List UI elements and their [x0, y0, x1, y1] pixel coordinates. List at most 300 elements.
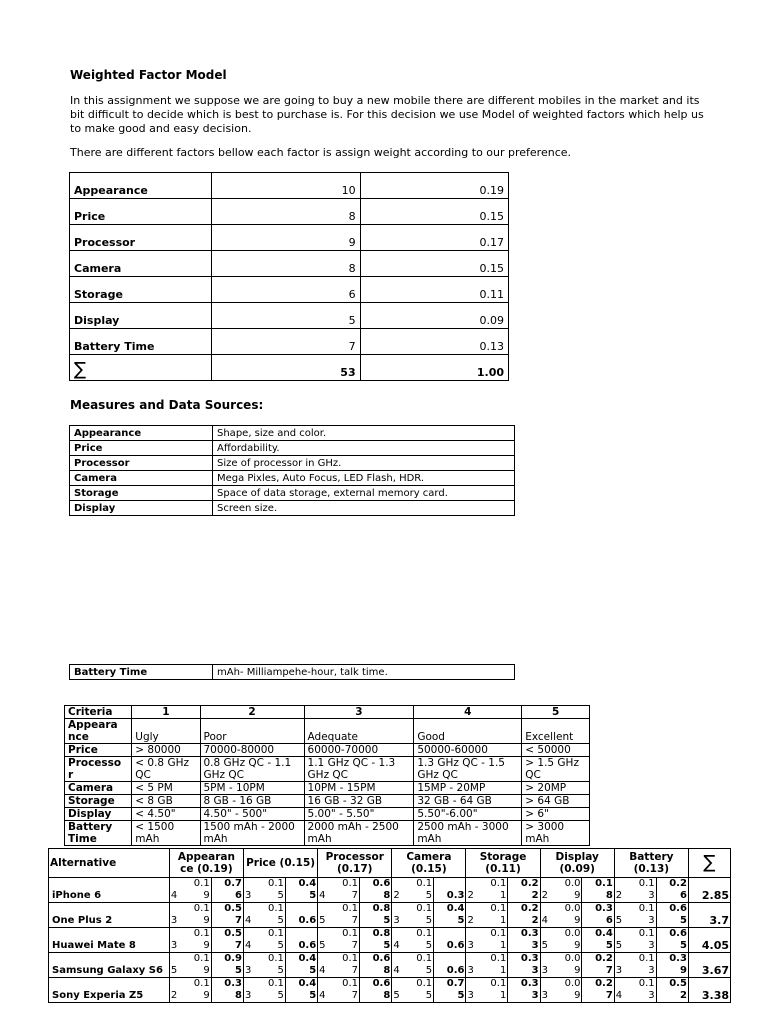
- weight-top: 0.1: [193, 903, 210, 914]
- score-cell: 5: [169, 953, 184, 978]
- weights-row: [70, 277, 509, 303]
- weight-cell: [407, 878, 434, 903]
- score-cell: 5: [614, 903, 629, 928]
- weighted-bottom: 6: [679, 890, 687, 901]
- weighted-score-cell: [508, 928, 540, 953]
- measure-label: Storage: [70, 486, 213, 501]
- weight-top: 0.1: [342, 978, 359, 989]
- weighted-top: 0.4: [595, 928, 613, 939]
- weighted-bottom: 2: [531, 915, 539, 926]
- weighted-score-cell: [656, 978, 688, 1003]
- criteria-cell: > 6": [522, 808, 590, 821]
- criteria-cell: < 50000: [522, 744, 590, 757]
- criteria-label: Processo r: [65, 757, 132, 782]
- criteria-label: Storage: [65, 795, 132, 808]
- weight-bottom: 9: [203, 940, 210, 951]
- score-cell: 3: [244, 978, 259, 1003]
- weight-cell: [555, 903, 582, 928]
- criteria-header-cell: 3: [304, 706, 414, 719]
- weighted-bottom: 5: [605, 940, 613, 951]
- weight-bottom: 7: [351, 990, 359, 1001]
- measure-row: [70, 441, 515, 456]
- score-cell: 3: [466, 928, 481, 953]
- weighted-bottom: 8: [383, 890, 391, 901]
- weighted-top: 0.3: [520, 953, 539, 964]
- battery-measure-label: Battery Time: [70, 665, 213, 680]
- weight-cell: [333, 903, 360, 928]
- weight-top: 0.1: [490, 928, 507, 939]
- weighted-top: 0.2: [595, 978, 613, 989]
- sigma-symbol: ∑: [70, 355, 212, 381]
- score-cell: 5: [318, 928, 333, 953]
- alternatives-header-cell: Appearan ce (0.19): [169, 849, 243, 878]
- sum-points: 53: [212, 355, 360, 381]
- weight-cell: [481, 928, 508, 953]
- score-cell: 2: [614, 878, 629, 903]
- measure-row: [70, 501, 515, 516]
- weight-cell: [333, 978, 360, 1003]
- weight-top: 0.0: [564, 928, 581, 939]
- weighted-top: 0.4: [446, 903, 465, 914]
- weighted-bottom: 8: [383, 965, 391, 976]
- factor-label: Battery Time: [70, 329, 212, 355]
- weight-cell: [629, 953, 656, 978]
- weighted-bottom: 6: [235, 890, 242, 901]
- weight-top: 0.1: [416, 903, 433, 914]
- criteria-cell: 5.50"-6.00": [414, 808, 522, 821]
- measure-desc: Size of processor in GHz.: [213, 456, 515, 471]
- criteria-cell: 16 GB - 32 GB: [304, 795, 414, 808]
- measure-label: Camera: [70, 471, 213, 486]
- weight-bottom: 9: [574, 990, 581, 1001]
- criteria-cell: > 1.5 GHz QC: [522, 757, 590, 782]
- weight-bottom: 3: [648, 940, 655, 951]
- alternatives-table: [48, 848, 731, 1003]
- weight-bottom: 5: [425, 890, 433, 901]
- alternative-row: [49, 928, 731, 953]
- weight-top: 0.1: [193, 928, 210, 939]
- weight-top: 0.1: [638, 903, 655, 914]
- weighted-top: 0.5: [224, 903, 242, 914]
- weight-top: 0.1: [267, 878, 284, 889]
- criteria-cell: 60000-70000: [304, 744, 414, 757]
- criteria-row: [65, 782, 590, 795]
- weighted-score-cell: [434, 903, 466, 928]
- score-cell: 2: [392, 878, 407, 903]
- weighted-top: 0.6: [446, 940, 465, 951]
- weight-cell: [184, 878, 211, 903]
- alternative-total: 3.38: [688, 978, 730, 1003]
- score-cell: 4: [244, 903, 259, 928]
- weighted-score-cell: [656, 928, 688, 953]
- weighted-score-cell: [211, 903, 243, 928]
- factor-points: 8: [212, 251, 360, 277]
- weighted-score-cell: [285, 878, 317, 903]
- weight-bottom: 5: [425, 965, 433, 976]
- factor-label: Storage: [70, 277, 212, 303]
- weighted-score-cell: [508, 978, 540, 1003]
- criteria-cell: < 1500 mAh: [132, 821, 200, 846]
- weight-bottom: 5: [277, 890, 284, 901]
- factor-points: 9: [212, 225, 360, 251]
- criteria-cell: < 4.50": [132, 808, 200, 821]
- criteria-label: Appeara nce: [65, 719, 132, 744]
- weight-cell: [333, 878, 360, 903]
- factor-weight: 0.09: [360, 303, 508, 329]
- weighted-score-cell: [285, 903, 317, 928]
- score-cell: 3: [244, 878, 259, 903]
- weighted-top: 0.3: [224, 978, 242, 989]
- weighted-top: 0.6: [372, 953, 391, 964]
- weighted-top: 0.2: [595, 953, 613, 964]
- weight-cell: [184, 953, 211, 978]
- weighted-bottom: 3: [531, 990, 539, 1001]
- weight-top: 0.0: [564, 903, 581, 914]
- criteria-cell: 1500 mAh - 2000 mAh: [200, 821, 304, 846]
- weight-top: 0.1: [342, 953, 359, 964]
- weight-bottom: 5: [277, 915, 284, 926]
- measure-desc: Shape, size and color.: [213, 426, 515, 441]
- weight-bottom: 9: [574, 890, 581, 901]
- weighted-top: 0.1: [595, 878, 613, 889]
- weight-top: 0.1: [267, 903, 284, 914]
- score-cell: 4: [244, 928, 259, 953]
- weighted-bottom: 8: [605, 890, 613, 901]
- weight-bottom: 5: [277, 965, 284, 976]
- weighted-score-cell: [434, 878, 466, 903]
- weighted-top: 0.6: [298, 915, 317, 926]
- weight-cell: [629, 878, 656, 903]
- measure-row: [70, 456, 515, 471]
- weight-top: 0.1: [267, 953, 284, 964]
- factor-points: 5: [212, 303, 360, 329]
- weighted-top: 0.4: [298, 878, 317, 889]
- weight-cell: [258, 928, 285, 953]
- score-cell: 4: [318, 953, 333, 978]
- weighted-top: 0.4: [298, 953, 317, 964]
- weight-bottom: 5: [277, 940, 284, 951]
- alternatives-header-cell: Processor (0.17): [318, 849, 392, 878]
- criteria-cell: < 0.8 GHz QC: [132, 757, 200, 782]
- weighted-score-cell: [211, 953, 243, 978]
- measure-row: [70, 426, 515, 441]
- weighted-top: 0.4: [298, 978, 317, 989]
- weight-cell: [184, 978, 211, 1003]
- weight-bottom: 1: [499, 890, 507, 901]
- weight-cell: [333, 928, 360, 953]
- measure-desc: Mega Pixles, Auto Focus, LED Flash, HDR.: [213, 471, 515, 486]
- criteria-row: [65, 795, 590, 808]
- weighted-score-cell: [285, 978, 317, 1003]
- weighted-bottom: 5: [309, 990, 317, 1001]
- factor-label: Display: [70, 303, 212, 329]
- weighted-score-cell: [582, 928, 614, 953]
- weighted-bottom: 5: [309, 890, 317, 901]
- weights-row: [70, 225, 509, 251]
- weight-cell: [629, 903, 656, 928]
- criteria-cell: < 8 GB: [132, 795, 200, 808]
- weight-bottom: 9: [574, 915, 581, 926]
- weight-bottom: 5: [425, 915, 433, 926]
- criteria-cell: 4.50" - 500": [200, 808, 304, 821]
- weight-top: 0.1: [267, 978, 284, 989]
- weighted-bottom: 7: [605, 965, 613, 976]
- criteria-cell: 50000-60000: [414, 744, 522, 757]
- weight-bottom: 7: [351, 915, 359, 926]
- criteria-header-cell: 2: [200, 706, 304, 719]
- score-cell: 2: [466, 878, 481, 903]
- battery-measure-desc: mAh- Milliampehe-hour, talk time.: [213, 665, 515, 680]
- weighted-top: 0.2: [669, 878, 687, 889]
- weights-table: [69, 172, 509, 381]
- weights-row: [70, 199, 509, 225]
- score-cell: 4: [392, 953, 407, 978]
- alternative-row: [49, 953, 731, 978]
- weighted-score-cell: [656, 953, 688, 978]
- weight-cell: [407, 978, 434, 1003]
- weighted-score-cell: [211, 978, 243, 1003]
- weight-top: 0.1: [342, 928, 359, 939]
- alternative-name: Huawei Mate 8: [49, 928, 170, 953]
- alternative-total: 3.67: [688, 953, 730, 978]
- criteria-cell: > 80000: [132, 744, 200, 757]
- weight-top: 0.1: [490, 978, 507, 989]
- weight-bottom: 1: [499, 990, 507, 1001]
- measure-label: Price: [70, 441, 213, 456]
- weighted-top: 0.7: [224, 878, 242, 889]
- weights-row: [70, 251, 509, 277]
- measures-heading: Measures and Data Sources:: [70, 398, 264, 412]
- score-cell: 5: [614, 928, 629, 953]
- score-cell: 3: [466, 953, 481, 978]
- weighted-score-cell: [360, 953, 392, 978]
- weight-cell: [407, 928, 434, 953]
- weighted-top: 0.3: [520, 928, 539, 939]
- weighted-bottom: 8: [235, 990, 242, 1001]
- weight-bottom: 9: [203, 890, 210, 901]
- weighted-top: 0.5: [224, 928, 242, 939]
- criteria-row: [65, 808, 590, 821]
- weighted-score-cell: [508, 903, 540, 928]
- criteria-cell: 1.3 GHz QC - 1.5 GHz QC: [414, 757, 522, 782]
- weight-bottom: 9: [574, 940, 581, 951]
- weight-cell: [407, 903, 434, 928]
- weighted-bottom: 2: [531, 890, 539, 901]
- alternative-row: [49, 978, 731, 1003]
- weight-top: 0.1: [638, 928, 655, 939]
- criteria-row: [65, 744, 590, 757]
- weight-cell: [481, 978, 508, 1003]
- criteria-row: [65, 719, 590, 744]
- weight-top: 0.1: [416, 878, 433, 889]
- criteria-cell: 10PM - 15PM: [304, 782, 414, 795]
- weighted-bottom: 3: [531, 965, 539, 976]
- weighted-score-cell: [508, 953, 540, 978]
- criteria-header-row: [65, 706, 590, 719]
- score-cell: 3: [169, 928, 184, 953]
- weighted-top: 0.9: [224, 953, 242, 964]
- measure-desc: Space of data storage, external memory card.: [213, 486, 515, 501]
- criteria-cell: 8 GB - 16 GB: [200, 795, 304, 808]
- weight-bottom: 3: [648, 990, 655, 1001]
- weight-top: 0.1: [342, 878, 359, 889]
- weight-cell: [258, 878, 285, 903]
- measure-row: [70, 471, 515, 486]
- score-cell: 4: [540, 903, 555, 928]
- weighted-bottom: 9: [679, 965, 687, 976]
- score-cell: 3: [244, 953, 259, 978]
- weight-bottom: 5: [425, 940, 433, 951]
- factor-label: Price: [70, 199, 212, 225]
- weight-top: 0.1: [193, 878, 210, 889]
- weight-top: 0.0: [564, 953, 581, 964]
- alternatives-header-cell: Alternative: [49, 849, 170, 878]
- weight-cell: [555, 978, 582, 1003]
- weighted-score-cell: [656, 903, 688, 928]
- weight-top: 0.0: [564, 978, 581, 989]
- weighted-top: 0.6: [372, 878, 391, 889]
- factor-weight: 0.15: [360, 199, 508, 225]
- weighted-score-cell: [582, 903, 614, 928]
- alternative-name: iPhone 6: [49, 878, 170, 903]
- weighted-bottom: 7: [235, 915, 242, 926]
- score-cell: 4: [169, 878, 184, 903]
- alternative-name: One Plus 2: [49, 903, 170, 928]
- weighted-score-cell: [656, 878, 688, 903]
- weighted-top: 0.8: [372, 928, 391, 939]
- score-cell: 3: [169, 903, 184, 928]
- criteria-table: [64, 705, 590, 846]
- weighted-score-cell: [360, 928, 392, 953]
- weighted-score-cell: [582, 878, 614, 903]
- weight-cell: [184, 928, 211, 953]
- weighted-top: 0.5: [669, 978, 687, 989]
- weight-bottom: 7: [351, 965, 359, 976]
- weight-top: 0.1: [490, 953, 507, 964]
- criteria-cell: > 3000 mAh: [522, 821, 590, 846]
- weights-row: [70, 173, 509, 199]
- weighted-bottom: 7: [605, 990, 613, 1001]
- alternative-total: 4.05: [688, 928, 730, 953]
- weight-cell: [555, 928, 582, 953]
- score-cell: 3: [540, 978, 555, 1003]
- score-cell: 3: [614, 953, 629, 978]
- weight-top: 0.1: [416, 928, 433, 939]
- criteria-header-cell: 4: [414, 706, 522, 719]
- measure-label: Processor: [70, 456, 213, 471]
- weighted-score-cell: [211, 878, 243, 903]
- weight-cell: [481, 903, 508, 928]
- factor-weight: 0.17: [360, 225, 508, 251]
- weight-top: 0.1: [490, 903, 507, 914]
- alternatives-header-cell: Display (0.09): [540, 849, 614, 878]
- factor-points: 10: [212, 173, 360, 199]
- weight-bottom: 5: [425, 990, 433, 1001]
- criteria-cell: Poor: [200, 719, 304, 744]
- weighted-bottom: 5: [457, 915, 465, 926]
- criteria-header-cell: 1: [132, 706, 200, 719]
- weight-top: 0.1: [416, 978, 433, 989]
- criteria-label: Display: [65, 808, 132, 821]
- measure-label: Appearance: [70, 426, 213, 441]
- score-cell: 2: [169, 978, 184, 1003]
- criteria-cell: Good: [414, 719, 522, 744]
- weight-cell: [258, 978, 285, 1003]
- criteria-cell: 2000 mAh - 2500 mAh: [304, 821, 414, 846]
- criteria-cell: 2500 mAh - 3000 mAh: [414, 821, 522, 846]
- weight-top: 0.1: [193, 953, 210, 964]
- alternative-name: Sony Experia Z5: [49, 978, 170, 1003]
- weighted-bottom: 3: [531, 940, 539, 951]
- score-cell: 4: [614, 978, 629, 1003]
- score-cell: 5: [318, 903, 333, 928]
- factor-points: 8: [212, 199, 360, 225]
- weight-top: 0.1: [638, 953, 655, 964]
- weighted-bottom: 5: [679, 940, 687, 951]
- weight-cell: [184, 903, 211, 928]
- weight-cell: [333, 953, 360, 978]
- weight-top: 0.1: [416, 953, 433, 964]
- weighted-score-cell: [434, 978, 466, 1003]
- criteria-cell: 70000-80000: [200, 744, 304, 757]
- weighted-top: 0.3: [520, 978, 539, 989]
- alternatives-header-cell: Price (0.15): [244, 849, 318, 878]
- criteria-cell: 5.00" - 5.50": [304, 808, 414, 821]
- weight-cell: [407, 953, 434, 978]
- intro-paragraph: In this assignment we suppose we are going to buy a new mobile there are different mobiles in the market and its bit difficult to decide which is best to purchase is. For this decision we use Model of weighted factors which help us to make good and easy decision.: [70, 94, 704, 135]
- factor-label: Appearance: [70, 173, 212, 199]
- criteria-cell: Excellent: [522, 719, 590, 744]
- factor-label: Camera: [70, 251, 212, 277]
- weight-bottom: 3: [648, 965, 655, 976]
- alternatives-header-cell: Camera (0.15): [392, 849, 466, 878]
- weight-top: 0.1: [490, 878, 507, 889]
- weighted-top: 0.7: [446, 978, 465, 989]
- weighted-top: 0.2: [520, 903, 539, 914]
- weight-cell: [481, 953, 508, 978]
- weight-cell: [258, 953, 285, 978]
- score-cell: 4: [392, 928, 407, 953]
- criteria-cell: 15MP - 20MP: [414, 782, 522, 795]
- weight-cell: [555, 878, 582, 903]
- weighted-bottom: 5: [457, 990, 465, 1001]
- weight-bottom: 9: [203, 915, 210, 926]
- weight-cell: [629, 978, 656, 1003]
- weighted-score-cell: [211, 928, 243, 953]
- criteria-cell: > 20MP: [522, 782, 590, 795]
- criteria-label: Price: [65, 744, 132, 757]
- alternative-name: Samsung Galaxy S6: [49, 953, 170, 978]
- factor-label: Processor: [70, 225, 212, 251]
- weight-cell: [555, 953, 582, 978]
- weight-top: 0.1: [638, 978, 655, 989]
- measure-desc: Screen size.: [213, 501, 515, 516]
- score-cell: 2: [466, 903, 481, 928]
- weighted-top: 0.6: [446, 965, 465, 976]
- score-cell: 4: [318, 878, 333, 903]
- criteria-cell: > 64 GB: [522, 795, 590, 808]
- measure-row: [70, 486, 515, 501]
- weighted-score-cell: [508, 878, 540, 903]
- weight-top: 0.1: [267, 928, 284, 939]
- weighted-top: 0.3: [595, 903, 613, 914]
- weight-top: 0.1: [342, 903, 359, 914]
- weight-bottom: 9: [203, 965, 210, 976]
- weighted-top: 0.6: [372, 978, 391, 989]
- criteria-cell: 1.1 GHz QC - 1.3 GHz QC: [304, 757, 414, 782]
- weight-bottom: 1: [499, 940, 507, 951]
- alternatives-header-cell: ∑: [688, 849, 730, 878]
